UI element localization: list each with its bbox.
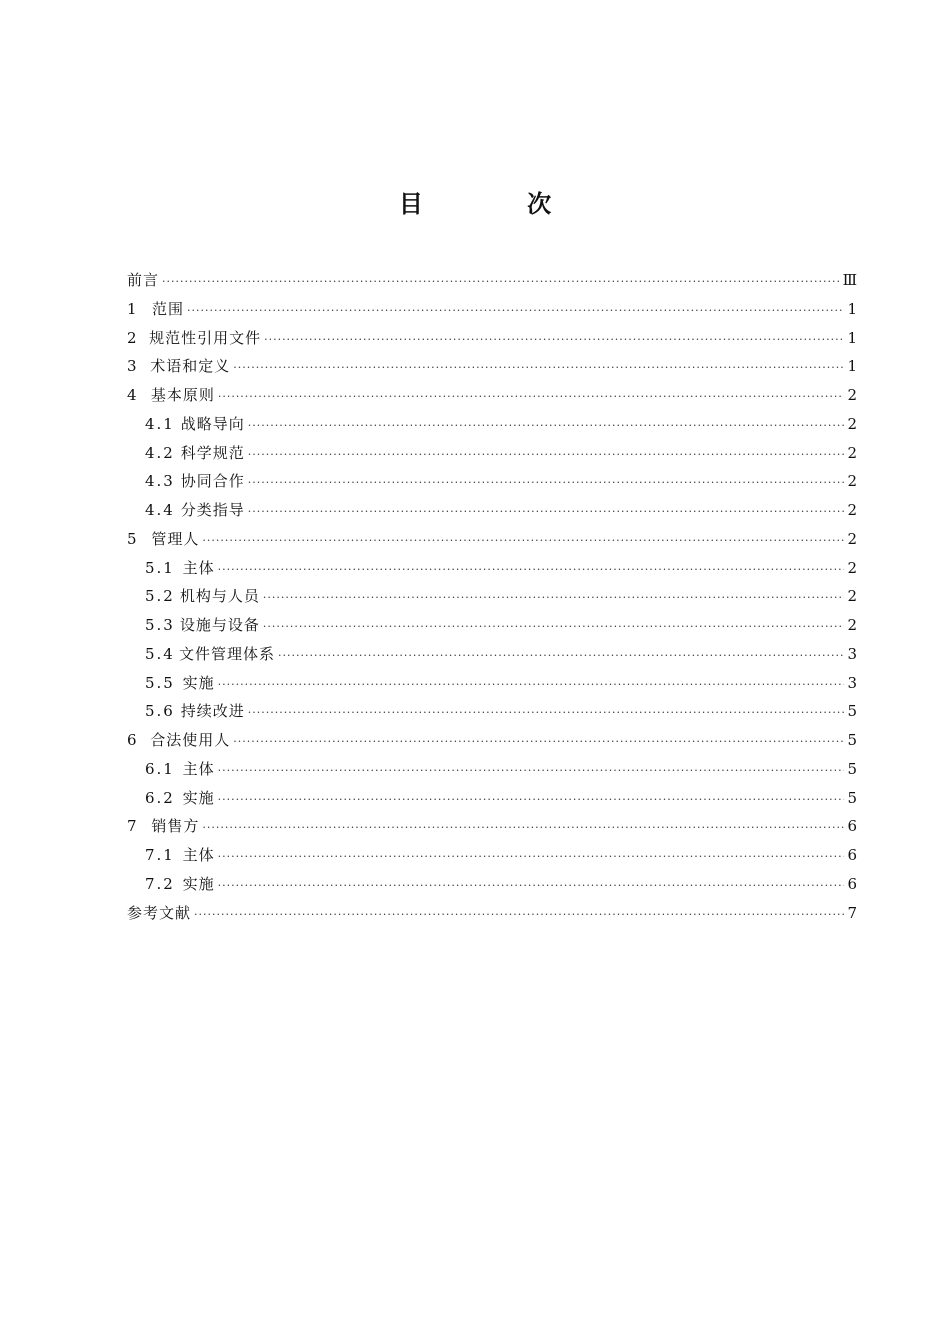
toc-entry[interactable] (127, 525, 857, 554)
toc-entry-number: 5 (127, 529, 139, 548)
toc-entry-label: 基本原则 (150, 386, 215, 404)
toc-leader-dots (278, 642, 844, 671)
toc-entry-label: 术语和定义 (150, 357, 231, 376)
toc-leader-dots (218, 383, 844, 412)
toc-entry[interactable] (127, 812, 857, 841)
toc-leader-dots (218, 843, 844, 872)
toc-entry-page-number: 5 (847, 731, 857, 749)
toc-entry[interactable] (127, 582, 857, 611)
toc-entry-label: 科学规范 (180, 443, 245, 462)
toc-entry[interactable] (127, 726, 857, 755)
toc-entry[interactable] (127, 554, 857, 583)
toc-entry-label: 主体 (182, 558, 215, 577)
toc-leader-dots (233, 728, 844, 757)
toc-entry[interactable] (127, 439, 857, 468)
toc-entry[interactable] (127, 669, 857, 698)
toc-leader-dots (248, 441, 844, 470)
toc-entry-number: 2 (127, 328, 139, 347)
toc-entry-number: 5.5 (145, 673, 175, 692)
toc-entry-page-number: 2 (847, 558, 857, 577)
toc-title: 目 次 (398, 190, 600, 218)
toc-entry[interactable] (127, 352, 857, 381)
toc-entry-label: 合法使用人 (150, 731, 231, 749)
toc-leader-dots (248, 498, 844, 527)
toc-entry-label: 主体 (182, 846, 215, 864)
toc-leader-dots (187, 297, 844, 326)
toc-entry-page-number: 5 (847, 702, 857, 721)
toc-entry-page-number: 6 (847, 817, 857, 836)
toc-leader-dots (218, 671, 844, 700)
toc-entry-label: 机构与人员 (179, 587, 260, 606)
toc-entry-page-number: 2 (847, 501, 857, 519)
toc-entry-page-number: 2 (847, 616, 857, 634)
toc-leader-dots (162, 268, 840, 297)
toc-entry-page-number: 1 (847, 357, 857, 376)
toc-entry-page-number: 5 (847, 788, 857, 807)
toc-entry-number: 1 (127, 299, 139, 318)
toc-entry[interactable] (127, 295, 857, 324)
toc-entry-page-number: 2 (847, 587, 857, 606)
toc-entry-number: 4.3 (145, 472, 175, 491)
toc-entry-label: 规范性引用文件 (149, 328, 262, 347)
toc-entry[interactable] (127, 640, 857, 669)
toc-entry-number: 4.2 (145, 443, 175, 462)
toc-entry-number: 7.1 (145, 846, 175, 864)
toc-entry-label: 前言 (127, 271, 160, 289)
toc-entry-label: 实施 (182, 788, 215, 807)
toc-entry[interactable] (127, 324, 857, 353)
toc-entry[interactable] (127, 697, 857, 726)
toc-entry-label: 设施与设备 (179, 616, 260, 634)
toc-leader-dots (218, 786, 844, 815)
toc-entry-number: 7.2 (145, 874, 175, 893)
toc-leader-dots (218, 556, 844, 585)
toc-entry-label: 实施 (182, 874, 215, 893)
toc-entry[interactable] (127, 899, 857, 928)
toc-leader-dots (233, 354, 844, 383)
toc-entry-page-number: 2 (847, 472, 857, 491)
toc-entry-label: 分类指导 (180, 501, 245, 519)
toc-entry-page-number: 5 (847, 759, 857, 778)
toc-entry-label: 管理人 (151, 529, 200, 548)
toc-entry-page-number: Ⅲ (842, 271, 858, 289)
toc-entry-label: 协同合作 (180, 472, 245, 491)
toc-entry-page-number: 3 (847, 644, 857, 663)
toc-entry[interactable] (127, 496, 857, 525)
toc-entry-label: 范围 (152, 299, 185, 318)
toc-leader-dots (263, 613, 844, 642)
toc-entry[interactable] (127, 467, 857, 496)
toc-entry-number: 6.1 (145, 759, 175, 778)
toc-entry-number: 7 (127, 817, 139, 836)
toc-entry-number: 5.4 (145, 644, 175, 663)
toc-entry[interactable] (127, 784, 857, 813)
toc-leader-dots (248, 469, 844, 498)
toc-entry-page-number: 2 (847, 386, 857, 404)
toc-entry[interactable] (127, 410, 857, 439)
toc-entry-number: 4.1 (145, 414, 175, 433)
toc-list (127, 266, 857, 927)
toc-leader-dots (218, 872, 844, 901)
toc-entry[interactable] (127, 755, 857, 784)
toc-entry-page-number: 2 (847, 529, 857, 548)
toc-leader-dots (263, 584, 844, 613)
toc-entry-page-number: 1 (847, 299, 857, 318)
toc-entry-number: 6 (127, 731, 139, 749)
toc-entry-page-number: 7 (847, 903, 857, 922)
toc-entry-label: 持续改进 (180, 702, 245, 721)
toc-entry-page-number: 6 (847, 874, 857, 893)
toc-entry-number: 4 (127, 386, 139, 404)
toc-entry-label: 文件管理体系 (178, 644, 275, 663)
toc-leader-dots (248, 412, 844, 441)
toc-entry-number: 5.1 (145, 558, 175, 577)
toc-entry[interactable] (127, 381, 857, 410)
toc-entry-page-number: 2 (847, 414, 857, 433)
toc-leader-dots (264, 326, 844, 355)
toc-entry[interactable] (127, 611, 857, 640)
toc-entry[interactable] (127, 841, 857, 870)
toc-entry-page-number: 3 (847, 673, 857, 692)
toc-entry-number: 5.2 (145, 587, 175, 606)
toc-leader-dots (202, 814, 844, 843)
toc-entry-label: 战略导向 (180, 414, 245, 433)
toc-leader-dots (194, 901, 844, 930)
toc-entry-number: 5.6 (145, 702, 175, 721)
toc-entry-page-number: 6 (847, 846, 857, 864)
toc-entry-label: 参考文献 (127, 903, 192, 922)
toc-leader-dots (248, 699, 844, 728)
toc-entry-number: 6.2 (145, 788, 175, 807)
toc-entry-page-number: 1 (847, 328, 857, 347)
toc-entry-label: 销售方 (151, 817, 200, 836)
toc-leader-dots (218, 757, 844, 786)
toc-entry[interactable] (127, 266, 857, 295)
toc-entry-number: 3 (127, 357, 139, 376)
toc-entry[interactable] (127, 870, 857, 899)
toc-entry-number: 5.3 (145, 616, 175, 634)
toc-entry-page-number: 2 (847, 443, 857, 462)
toc-leader-dots (202, 527, 844, 556)
toc-entry-label: 主体 (182, 759, 215, 778)
toc-entry-label: 实施 (182, 673, 215, 692)
toc-entry-number: 4.4 (145, 501, 175, 519)
